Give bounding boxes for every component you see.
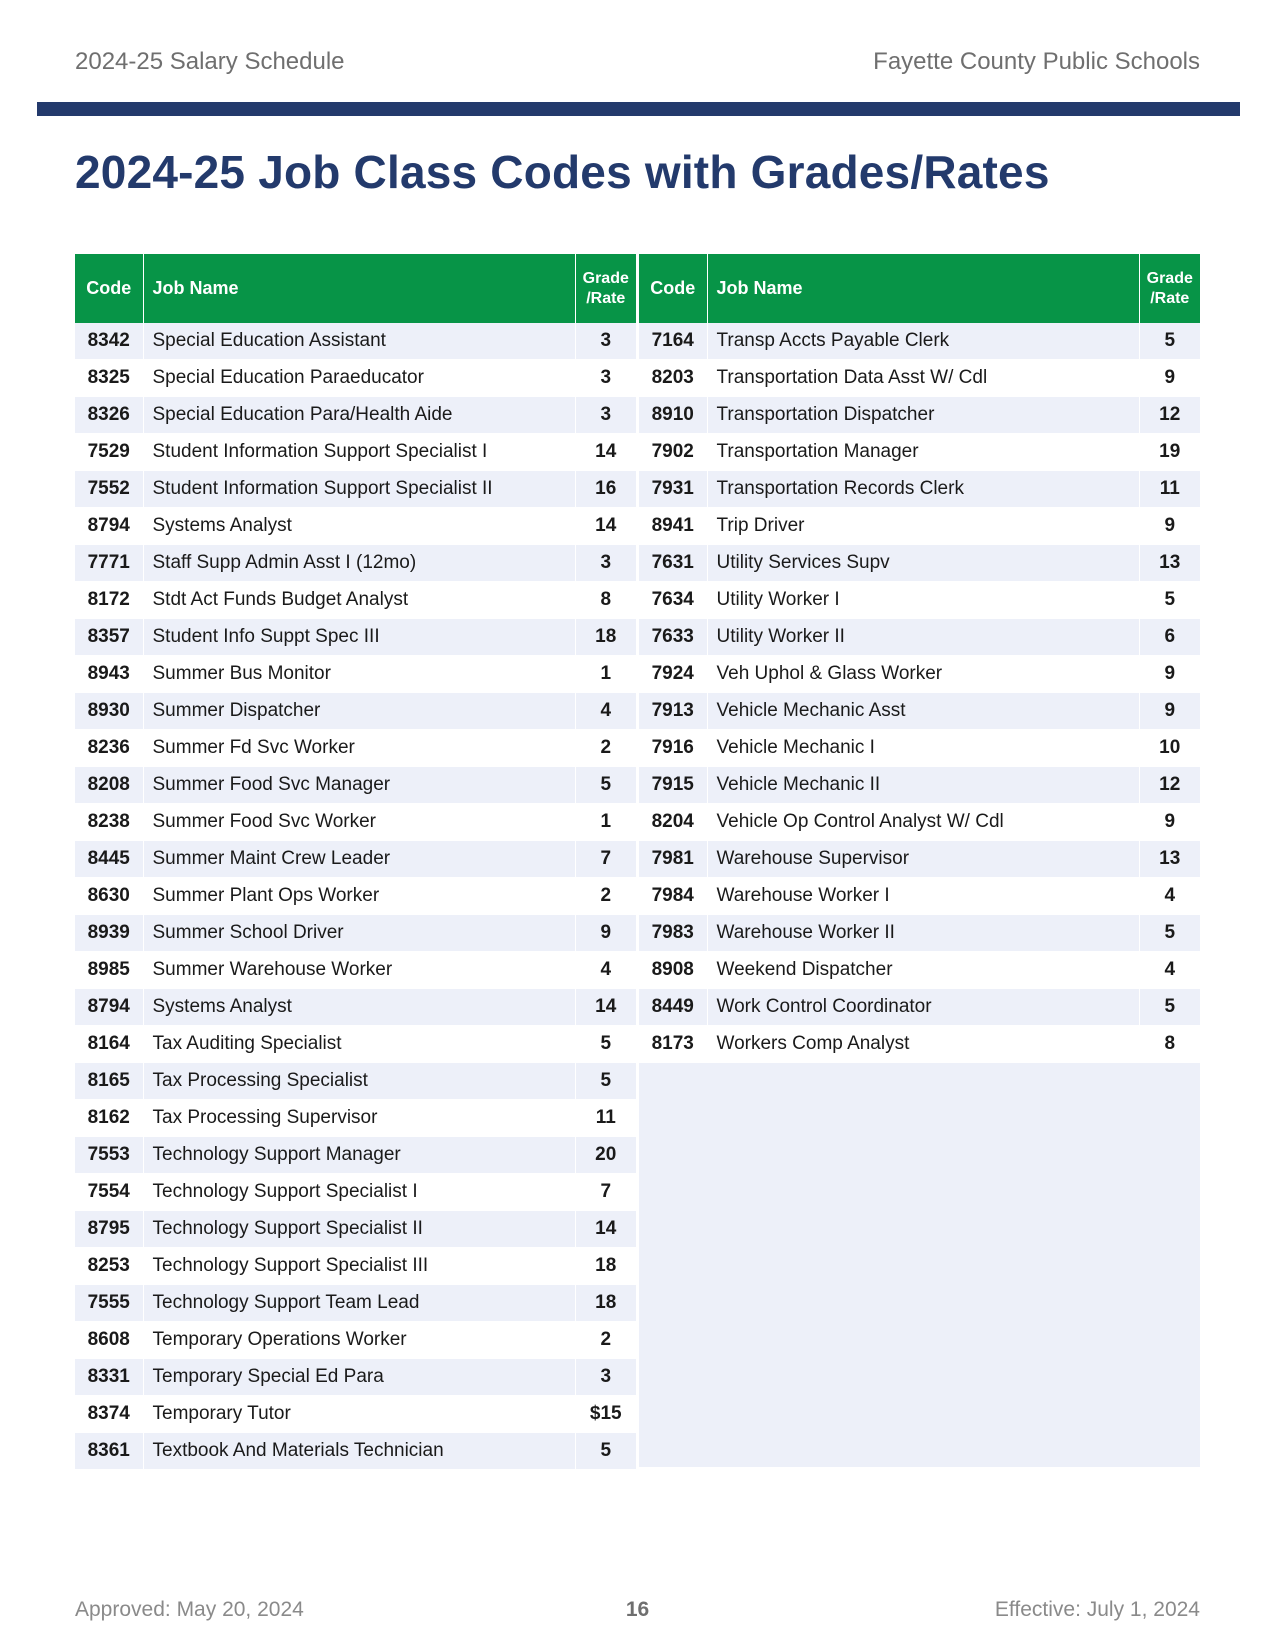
job-name-cell: Transportation Manager bbox=[707, 434, 1139, 471]
job-name-cell: Tax Processing Supervisor bbox=[143, 1100, 575, 1137]
job-name-cell: Special Education Para/Health Aide bbox=[143, 397, 575, 434]
table-row bbox=[75, 545, 636, 582]
grade-rate-cell: 5 bbox=[1139, 915, 1200, 952]
job-name-cell: Weekend Dispatcher bbox=[707, 952, 1139, 989]
grade-rate-cell: 4 bbox=[1139, 878, 1200, 915]
job-code-cell: 7634 bbox=[639, 582, 707, 619]
job-name-cell: Summer Food Svc Worker bbox=[143, 804, 575, 841]
job-name-cell: Summer Maint Crew Leader bbox=[143, 841, 575, 878]
grade-rate-cell: 5 bbox=[1139, 989, 1200, 1026]
job-name-cell: Technology Support Specialist III bbox=[143, 1248, 575, 1285]
grade-rate-cell: 3 bbox=[575, 397, 636, 434]
job-name-cell: Vehicle Op Control Analyst W/ Cdl bbox=[707, 804, 1139, 841]
table-row bbox=[75, 730, 636, 767]
table-filler bbox=[639, 1063, 1200, 1468]
grade-rate-cell: 3 bbox=[575, 1359, 636, 1396]
job-name-cell: Summer School Driver bbox=[143, 915, 575, 952]
grade-rate-cell: 5 bbox=[1139, 582, 1200, 619]
grade-rate-cell: 9 bbox=[575, 915, 636, 952]
table-row bbox=[75, 656, 636, 693]
table-row bbox=[75, 1248, 636, 1285]
grade-rate-cell: 12 bbox=[1139, 397, 1200, 434]
grade-rate-cell: 8 bbox=[1139, 1026, 1200, 1063]
job-code-cell: 7633 bbox=[639, 619, 707, 656]
job-code-cell: 7553 bbox=[75, 1137, 143, 1174]
job-code-cell: 8939 bbox=[75, 915, 143, 952]
job-name-cell: Summer Dispatcher bbox=[143, 693, 575, 730]
job-name-cell: Utility Worker I bbox=[707, 582, 1139, 619]
job-name-cell: Special Education Paraeducator bbox=[143, 360, 575, 397]
header-right-title: Fayette County Public Schools bbox=[873, 48, 1200, 75]
job-name-cell: Temporary Operations Worker bbox=[143, 1322, 575, 1359]
table-row bbox=[75, 1211, 636, 1248]
table-row bbox=[639, 471, 1200, 508]
table-row bbox=[75, 1174, 636, 1211]
job-code-cell: 8985 bbox=[75, 952, 143, 989]
table-row bbox=[75, 1433, 636, 1470]
job-name-cell: Trip Driver bbox=[707, 508, 1139, 545]
grade-rate-cell: 2 bbox=[575, 1322, 636, 1359]
job-name-cell: Tax Auditing Specialist bbox=[143, 1026, 575, 1063]
job-code-cell: 7913 bbox=[639, 693, 707, 730]
job-name-cell: Systems Analyst bbox=[143, 989, 575, 1026]
job-code-cell: 8342 bbox=[75, 323, 143, 360]
job-code-cell: 8204 bbox=[639, 804, 707, 841]
job-name-cell: Utility Services Supv bbox=[707, 545, 1139, 582]
job-code-cell: 8794 bbox=[75, 989, 143, 1026]
job-code-cell: 8253 bbox=[75, 1248, 143, 1285]
job-code-cell: 8910 bbox=[639, 397, 707, 434]
header-left-title: 2024-25 Salary Schedule bbox=[75, 48, 345, 75]
grade-rate-cell: 9 bbox=[1139, 656, 1200, 693]
footer-page-number: 16 bbox=[625, 1598, 650, 1621]
table-row bbox=[75, 841, 636, 878]
job-name-cell: Stdt Act Funds Budget Analyst bbox=[143, 582, 575, 619]
job-name-cell: Warehouse Worker II bbox=[707, 915, 1139, 952]
table-row bbox=[639, 1026, 1200, 1063]
job-code-cell: 8173 bbox=[639, 1026, 707, 1063]
job-name-cell: Transportation Records Clerk bbox=[707, 471, 1139, 508]
table-row bbox=[75, 878, 636, 915]
job-name-cell: Vehicle Mechanic Asst bbox=[707, 693, 1139, 730]
table-row bbox=[75, 1285, 636, 1322]
job-name-cell: Student Info Suppt Spec III bbox=[143, 619, 575, 656]
job-name-cell: Warehouse Supervisor bbox=[707, 841, 1139, 878]
grade-rate-cell: 3 bbox=[575, 323, 636, 360]
column-header-grade bbox=[575, 254, 636, 323]
job-code-cell: 7552 bbox=[75, 471, 143, 508]
table-row bbox=[75, 360, 636, 397]
job-name-cell: Summer Warehouse Worker bbox=[143, 952, 575, 989]
job-name-cell: Temporary Tutor bbox=[143, 1396, 575, 1433]
job-code-cell: 8445 bbox=[75, 841, 143, 878]
grade-rate-cell: 3 bbox=[575, 360, 636, 397]
grade-header-line2: /Rate bbox=[1150, 289, 1190, 307]
grade-rate-cell: 5 bbox=[575, 767, 636, 804]
grade-rate-cell: 5 bbox=[1139, 323, 1200, 360]
grade-rate-cell: 11 bbox=[575, 1100, 636, 1137]
grade-rate-cell: 4 bbox=[575, 693, 636, 730]
job-name-cell: Transportation Data Asst W/ Cdl bbox=[707, 360, 1139, 397]
grade-rate-cell: 2 bbox=[575, 878, 636, 915]
table-row bbox=[639, 730, 1200, 767]
page-title: 2024-25 Job Class Codes with Grades/Rates bbox=[75, 146, 1050, 198]
job-code-cell: 7931 bbox=[639, 471, 707, 508]
table-row bbox=[639, 952, 1200, 989]
table-row bbox=[639, 323, 1200, 360]
grade-rate-cell: 7 bbox=[575, 1174, 636, 1211]
grade-rate-cell: 11 bbox=[1139, 471, 1200, 508]
job-name-cell: Staff Supp Admin Asst I (12mo) bbox=[143, 545, 575, 582]
grade-rate-cell: 18 bbox=[575, 619, 636, 656]
job-code-cell: 8943 bbox=[75, 656, 143, 693]
job-name-cell: Summer Fd Svc Worker bbox=[143, 730, 575, 767]
column-header-grade bbox=[1139, 254, 1200, 323]
grade-rate-cell: 20 bbox=[575, 1137, 636, 1174]
job-code-cell: 7902 bbox=[639, 434, 707, 471]
grade-rate-cell: 14 bbox=[575, 508, 636, 545]
table-row bbox=[639, 619, 1200, 656]
job-code-cell: 8794 bbox=[75, 508, 143, 545]
job-name-cell: Summer Bus Monitor bbox=[143, 656, 575, 693]
job-code-cell: 7981 bbox=[639, 841, 707, 878]
job-name-cell: Technology Support Specialist II bbox=[143, 1211, 575, 1248]
job-code-cell: 8325 bbox=[75, 360, 143, 397]
grade-rate-cell: 5 bbox=[575, 1026, 636, 1063]
grade-rate-cell: 3 bbox=[575, 545, 636, 582]
column-header-job-name: Job Name bbox=[707, 254, 1139, 323]
job-code-cell: 7529 bbox=[75, 434, 143, 471]
job-code-cell: 8449 bbox=[639, 989, 707, 1026]
table-row bbox=[639, 767, 1200, 804]
job-code-cell: 8374 bbox=[75, 1396, 143, 1433]
table-row bbox=[75, 1359, 636, 1396]
grade-rate-cell: 2 bbox=[575, 730, 636, 767]
job-name-cell: Transportation Dispatcher bbox=[707, 397, 1139, 434]
job-name-cell: Technology Support Specialist I bbox=[143, 1174, 575, 1211]
job-name-cell: Special Education Assistant bbox=[143, 323, 575, 360]
job-name-cell: Workers Comp Analyst bbox=[707, 1026, 1139, 1063]
table-row bbox=[75, 1063, 636, 1100]
job-name-cell: Technology Support Manager bbox=[143, 1137, 575, 1174]
grade-rate-cell: 18 bbox=[575, 1285, 636, 1322]
job-code-cell: 8361 bbox=[75, 1433, 143, 1470]
job-code-cell: 8165 bbox=[75, 1063, 143, 1100]
grade-rate-cell: 6 bbox=[1139, 619, 1200, 656]
table-row bbox=[75, 471, 636, 508]
table-row bbox=[75, 804, 636, 841]
grade-rate-cell: 1 bbox=[575, 804, 636, 841]
job-class-table-right bbox=[639, 254, 1200, 1467]
grade-rate-cell: 14 bbox=[575, 434, 636, 471]
job-code-cell: 7916 bbox=[639, 730, 707, 767]
job-name-cell: Veh Uphol & Glass Worker bbox=[707, 656, 1139, 693]
table-header-row bbox=[75, 254, 636, 323]
job-name-cell: Work Control Coordinator bbox=[707, 989, 1139, 1026]
grade-rate-cell: 13 bbox=[1139, 545, 1200, 582]
grade-rate-cell: 13 bbox=[1139, 841, 1200, 878]
job-code-cell: 8941 bbox=[639, 508, 707, 545]
table-row bbox=[75, 323, 636, 360]
table-row bbox=[639, 434, 1200, 471]
footer-approved-date: Approved: May 20, 2024 bbox=[75, 1598, 304, 1621]
table-filler-row bbox=[639, 1063, 1200, 1468]
table-row bbox=[75, 1026, 636, 1063]
job-code-cell: 7554 bbox=[75, 1174, 143, 1211]
grade-rate-cell: 5 bbox=[575, 1433, 636, 1470]
job-name-cell: Vehicle Mechanic II bbox=[707, 767, 1139, 804]
job-code-cell: 7984 bbox=[639, 878, 707, 915]
table-row bbox=[639, 693, 1200, 730]
grade-rate-cell: 4 bbox=[1139, 952, 1200, 989]
table-row bbox=[639, 545, 1200, 582]
job-class-table-left bbox=[75, 254, 636, 1470]
job-code-cell: 7555 bbox=[75, 1285, 143, 1322]
table-row bbox=[75, 989, 636, 1026]
column-header-code: Code bbox=[639, 254, 707, 323]
table-row bbox=[75, 1100, 636, 1137]
job-code-cell: 7915 bbox=[639, 767, 707, 804]
footer-effective-date: Effective: July 1, 2024 bbox=[994, 1598, 1200, 1621]
job-code-cell: 7983 bbox=[639, 915, 707, 952]
job-code-cell: 8908 bbox=[639, 952, 707, 989]
table-row bbox=[639, 804, 1200, 841]
job-name-cell: Summer Food Svc Manager bbox=[143, 767, 575, 804]
table-row bbox=[75, 508, 636, 545]
table-row bbox=[75, 693, 636, 730]
grade-rate-cell: 14 bbox=[575, 1211, 636, 1248]
job-name-cell: Utility Worker II bbox=[707, 619, 1139, 656]
grade-rate-cell: 14 bbox=[575, 989, 636, 1026]
job-name-cell: Tax Processing Specialist bbox=[143, 1063, 575, 1100]
table-row bbox=[75, 952, 636, 989]
table-row bbox=[75, 1137, 636, 1174]
table-row bbox=[639, 989, 1200, 1026]
grade-rate-cell: 19 bbox=[1139, 434, 1200, 471]
job-code-cell: 8357 bbox=[75, 619, 143, 656]
job-code-cell: 7771 bbox=[75, 545, 143, 582]
job-code-cell: 8162 bbox=[75, 1100, 143, 1137]
table-row bbox=[75, 1322, 636, 1359]
grade-rate-cell: 9 bbox=[1139, 360, 1200, 397]
table-row bbox=[639, 656, 1200, 693]
job-code-cell: 8208 bbox=[75, 767, 143, 804]
job-name-cell: Technology Support Team Lead bbox=[143, 1285, 575, 1322]
job-name-cell: Student Information Support Specialist II bbox=[143, 471, 575, 508]
header-divider bbox=[37, 102, 1240, 116]
job-code-cell: 8164 bbox=[75, 1026, 143, 1063]
table-row bbox=[75, 1396, 636, 1433]
table-row bbox=[639, 841, 1200, 878]
table-row bbox=[75, 434, 636, 471]
table-row bbox=[75, 397, 636, 434]
grade-rate-cell: 10 bbox=[1139, 730, 1200, 767]
table-row bbox=[75, 767, 636, 804]
job-name-cell: Temporary Special Ed Para bbox=[143, 1359, 575, 1396]
job-code-cell: 8331 bbox=[75, 1359, 143, 1396]
grade-rate-cell: 9 bbox=[1139, 804, 1200, 841]
job-code-cell: 8236 bbox=[75, 730, 143, 767]
table-row bbox=[639, 878, 1200, 915]
job-code-cell: 8630 bbox=[75, 878, 143, 915]
job-code-cell: 8608 bbox=[75, 1322, 143, 1359]
grade-header-line2: /Rate bbox=[586, 289, 626, 307]
job-code-cell: 8326 bbox=[75, 397, 143, 434]
table-row bbox=[75, 619, 636, 656]
job-name-cell: Transp Accts Payable Clerk bbox=[707, 323, 1139, 360]
grade-rate-cell: 7 bbox=[575, 841, 636, 878]
column-header-code: Code bbox=[75, 254, 143, 323]
grade-rate-cell: 18 bbox=[575, 1248, 636, 1285]
table-row bbox=[639, 508, 1200, 545]
job-name-cell: Summer Plant Ops Worker bbox=[143, 878, 575, 915]
table-row bbox=[639, 582, 1200, 619]
table-row bbox=[75, 582, 636, 619]
job-code-cell: 8203 bbox=[639, 360, 707, 397]
job-code-cell: 8795 bbox=[75, 1211, 143, 1248]
grade-rate-cell: 8 bbox=[575, 582, 636, 619]
job-code-cell: 7631 bbox=[639, 545, 707, 582]
table-header-row bbox=[639, 254, 1200, 323]
grade-header-line1: Grade bbox=[1146, 269, 1193, 287]
column-header-job-name: Job Name bbox=[143, 254, 575, 323]
job-name-cell: Warehouse Worker I bbox=[707, 878, 1139, 915]
job-code-cell: 8172 bbox=[75, 582, 143, 619]
table-row bbox=[639, 915, 1200, 952]
job-name-cell: Student Information Support Specialist I bbox=[143, 434, 575, 471]
grade-rate-cell: 9 bbox=[1139, 508, 1200, 545]
grade-rate-cell: $15 bbox=[575, 1396, 636, 1433]
table-row bbox=[639, 397, 1200, 434]
job-name-cell: Vehicle Mechanic I bbox=[707, 730, 1139, 767]
grade-header-line1: Grade bbox=[582, 269, 629, 287]
table-row bbox=[75, 915, 636, 952]
job-code-cell: 7164 bbox=[639, 323, 707, 360]
grade-rate-cell: 16 bbox=[575, 471, 636, 508]
grade-rate-cell: 5 bbox=[575, 1063, 636, 1100]
job-name-cell: Systems Analyst bbox=[143, 508, 575, 545]
grade-rate-cell: 9 bbox=[1139, 693, 1200, 730]
job-code-cell: 8238 bbox=[75, 804, 143, 841]
table-row bbox=[639, 360, 1200, 397]
job-name-cell: Textbook And Materials Technician bbox=[143, 1433, 575, 1470]
job-code-cell: 7924 bbox=[639, 656, 707, 693]
grade-rate-cell: 1 bbox=[575, 656, 636, 693]
job-code-cell: 8930 bbox=[75, 693, 143, 730]
grade-rate-cell: 12 bbox=[1139, 767, 1200, 804]
grade-rate-cell: 4 bbox=[575, 952, 636, 989]
